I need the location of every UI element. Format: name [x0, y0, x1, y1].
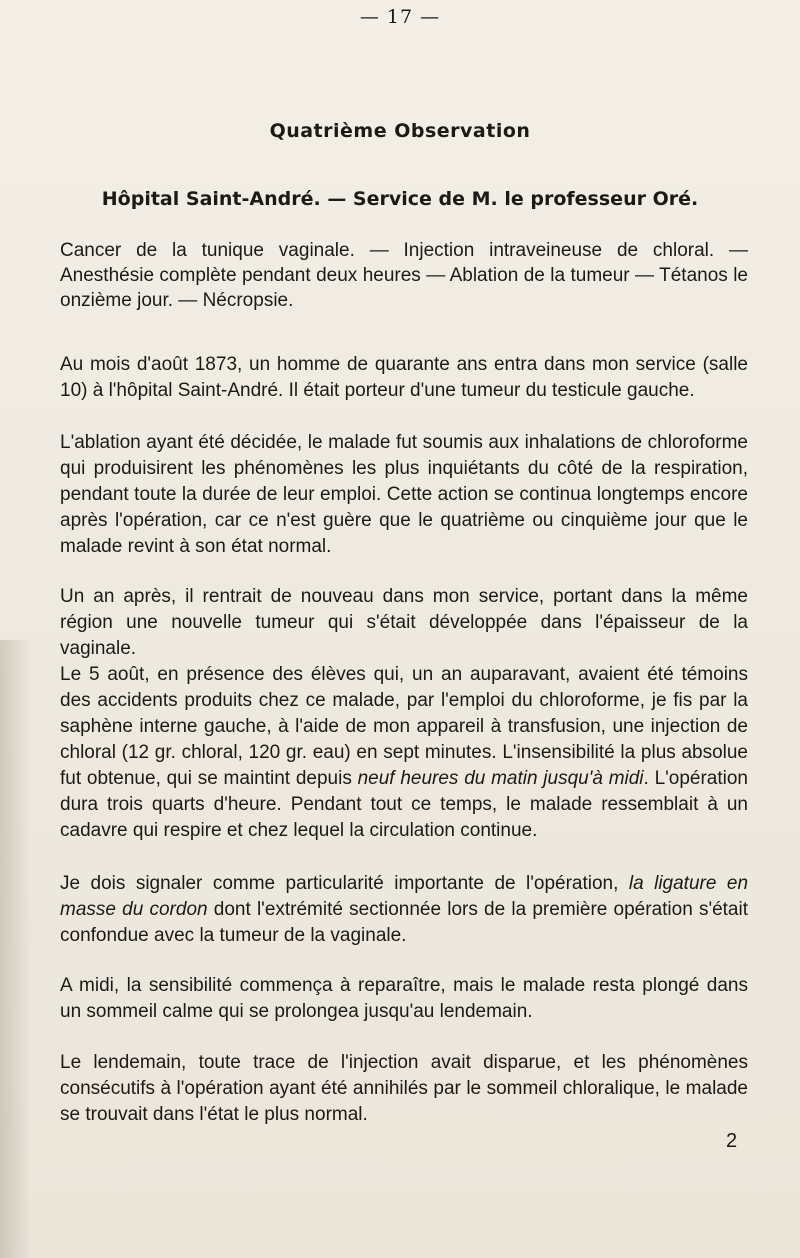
- signature-mark: 2: [726, 1130, 738, 1152]
- paragraph-recurrence: Un an après, il rentrait de nouveau dans mon service, portant dans la même région une nouvelle tumeur qui s'était développée dans l'épaisseur de la vaginale.: [60, 586, 748, 659]
- observation-title: Quatrième Observation: [269, 120, 531, 142]
- paragraph-next-day: Le lendemain, toute trace de l'injection avait disparue, et les phénomènes consécutifs à l'opération ayant été annihilés par le sommeil chloralique, le malade se trouvait dans l'état le plus normal.: [60, 1052, 748, 1125]
- paragraph-text: Le 5 août, en présence des élèves qui, un an auparavant, avaient été témoins des accidents produits chez ce malade, par l'emploi du chloroforme, je fis par la saphène interne gauche, à l'aide de mon appareil à transfusion, une injection de chloral (12 gr. chloral, 120 gr. eau) en sept minutes. L'insensibilité la plus absolue fut obtenue, qui se maintint depuis: [60, 664, 748, 789]
- paragraph-text: . L'opération dura trois quarts d'heure. Pendant tout ce temps, le malade ressemblait à un cadavre qui respire et chez lequel la circulation continue.: [60, 768, 748, 841]
- paragraph-text: dont l'extrémité sectionnée lors de la première opération s'était confondue avec la tumeur de la vaginale.: [60, 899, 749, 946]
- italic-emphasis: la ligature en masse du cordon: [60, 873, 749, 920]
- paragraph-chloroform: L'ablation ayant été décidée, le malade fut soumis aux inhalations de chloroforme qui produisirent les phénomènes les plus inquiétants du côté de la respiration, pendant toute la durée de leur emploi. Cette action se continua longtemps encore après l'opération, car ce n'est guère que le quatrième ou cinquième jour que le malade revint à son état normal.: [60, 432, 748, 557]
- paragraph-text: Je dois signaler comme particularité importante de l'opération,: [60, 873, 629, 894]
- paragraph-admission: Au mois d'août 1873, un homme de quarante ans entra dans mon service (salle 10) à l'hôpital Saint-André. Il était porteur d'une tumeur du testicule gauche.: [60, 354, 748, 401]
- paragraph-ligature: [60, 871, 748, 949]
- paragraph-sensibility-return: A midi, la sensibilité commença à reparaître, mais le malade resta plongé dans un sommeil calme qui se prolongea jusqu'au lendemain.: [60, 975, 748, 1022]
- italic-emphasis: neuf heures du matin jusqu'à midi: [357, 768, 644, 789]
- paragraph-chloral-injection: [60, 662, 748, 844]
- page-edge-shadow: [0, 640, 32, 1258]
- hospital-service-subtitle: Hôpital Saint-André. — Service de M. le professeur Oré.: [101, 188, 699, 210]
- case-summary: Cancer de la tunique vaginale. — Injection intraveineuse de chloral. — Anesthésie complète pendant deux heures — Ablation de la tumeur — Tétanos le onzième jour. — Nécropsie.: [60, 240, 748, 311]
- page-number: — 17 —: [359, 6, 441, 28]
